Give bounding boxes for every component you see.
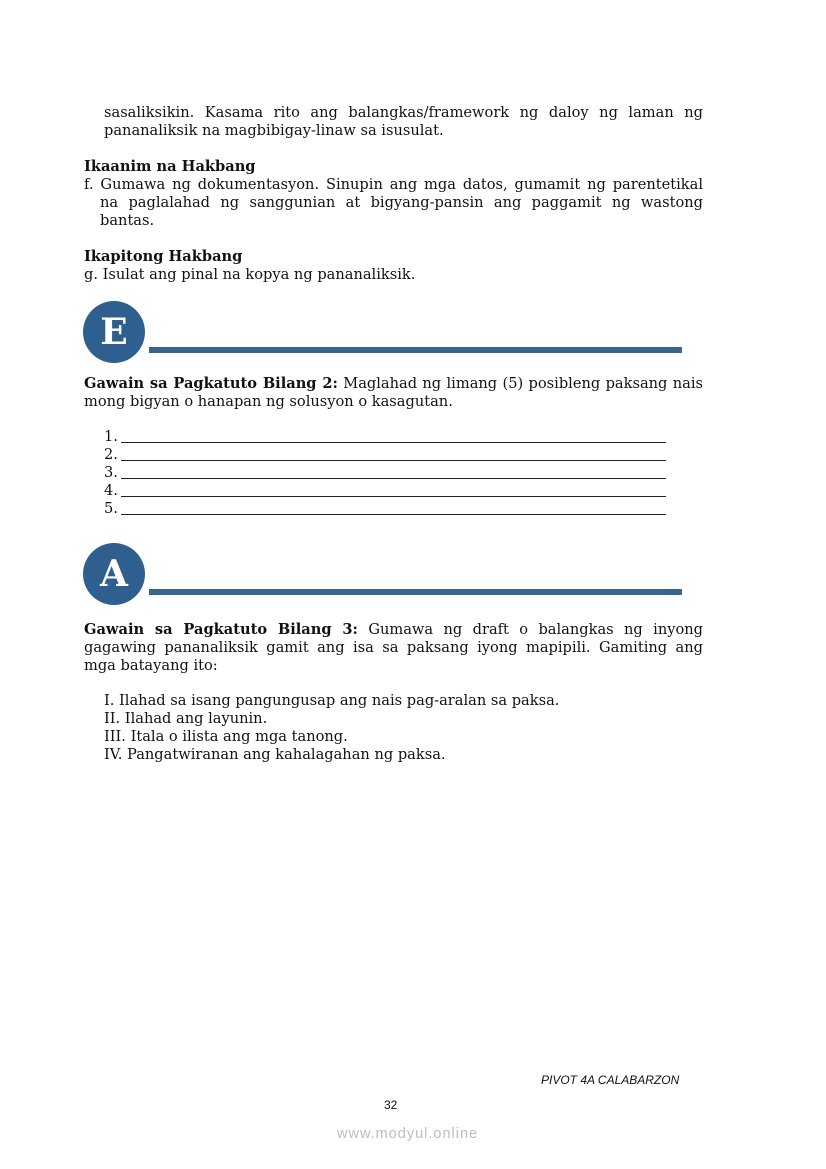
step6-line-3: bantas.	[100, 212, 155, 229]
answer-blank-3[interactable]	[104, 464, 666, 482]
page-number: 32	[384, 1098, 398, 1112]
section-a-badge: A	[83, 543, 145, 605]
answer-number: 1.	[104, 428, 118, 445]
step7-heading: Ikapitong Hakbang	[84, 248, 243, 265]
section-e-badge: E	[83, 301, 145, 363]
answer-number: 2.	[104, 446, 118, 463]
section-e-divider	[149, 347, 682, 353]
section-e-prompt-line-2: mong bigyan o hanapan ng solusyon o kasagutan.	[84, 393, 453, 410]
step6-line-2: na paglalahad ng sanggunian at bigyang-pansin ang paggamit ng wastong	[100, 194, 703, 211]
answer-blank-2[interactable]	[104, 446, 666, 464]
section-a-prompt-rest: Gumawa ng draft o balangkas ng inyong	[368, 621, 703, 638]
answer-number: 3.	[104, 464, 118, 481]
guide-item-4: IV. Pangatwiranan ang kahalagahan ng paksa.	[104, 746, 446, 763]
answer-line	[121, 460, 666, 461]
section-a-title: Gawain sa Pagkatuto Bilang 3:	[84, 621, 358, 638]
answer-line	[121, 442, 666, 443]
section-e-prompt-line-1	[84, 375, 703, 393]
guide-item-3: III. Itala o ilista ang mga tanong.	[104, 728, 348, 745]
answer-line	[121, 478, 666, 479]
answer-blank-5[interactable]	[104, 500, 666, 518]
answer-number: 4.	[104, 482, 118, 499]
step7-line-1: g. Isulat ang pinal na kopya ng pananaliksik.	[84, 266, 416, 283]
section-a-prompt-line-3: mga batayang ito:	[84, 657, 218, 674]
answer-blank-1[interactable]	[104, 428, 666, 446]
answer-blank-4[interactable]	[104, 482, 666, 500]
step6-line-1: f. Gumawa ng dokumentasyon. Sinupin ang mga datos, gumamit ng parentetikal	[84, 176, 703, 193]
section-a-prompt-line-2: gagawing pananaliksik gamit ang isa sa paksang iyong mapipili. Gamiting ang	[84, 639, 703, 656]
footer-label: PIVOT 4A CALABARZON	[541, 1073, 680, 1087]
step6-heading: Ikaanim na Hakbang	[84, 158, 256, 175]
section-a-prompt-line-1	[84, 621, 703, 639]
guide-item-2: II. Ilahad ang layunin.	[104, 710, 268, 727]
intro-line-1: sasaliksikin. Kasama rito ang balangkas/framework ng daloy ng laman ng	[104, 104, 703, 121]
answer-line	[121, 514, 666, 515]
answer-number: 5.	[104, 500, 118, 517]
section-e-prompt-rest: Maglahad ng limang (5) posibleng paksang nais	[343, 375, 704, 392]
section-e-title: Gawain sa Pagkatuto Bilang 2:	[84, 375, 338, 392]
watermark: www.modyul.online	[337, 1126, 479, 1142]
answer-line	[121, 496, 666, 497]
section-a-divider	[149, 589, 682, 595]
intro-line-2: pananaliksik na magbibigay-linaw sa isusulat.	[104, 122, 444, 139]
guide-item-1: I. Ilahad sa isang pangungusap ang nais pag-aralan sa paksa.	[104, 692, 560, 709]
